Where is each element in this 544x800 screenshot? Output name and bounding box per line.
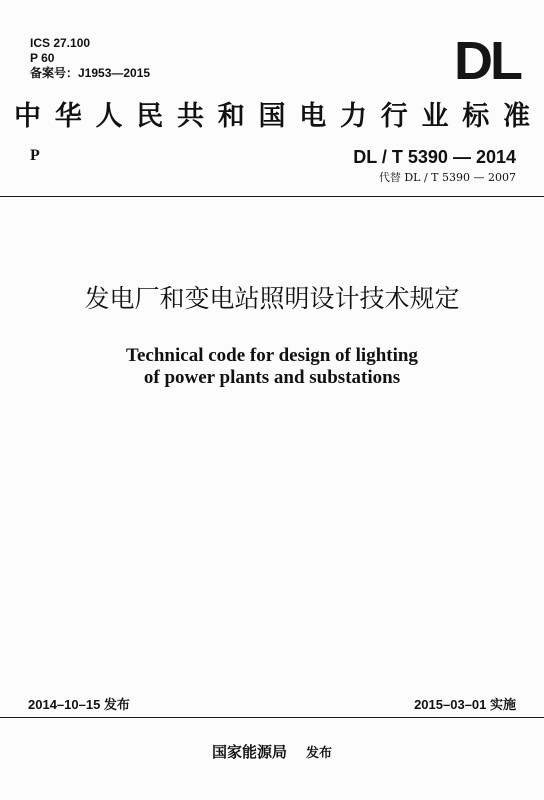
standard-number: DL / T 5390 — 2014	[353, 147, 516, 167]
title-char: 国	[258, 101, 286, 132]
title-char: 和	[217, 101, 245, 132]
title-char: 业	[421, 101, 449, 132]
replaces-standard: 代替 DL / T 5390 — 2007	[378, 171, 516, 184]
effective-date: 2015–03–01 实施	[414, 697, 516, 712]
footer-divider	[0, 717, 544, 718]
category-letter: P	[30, 147, 40, 164]
chinese-title: 发电厂和变电站照明设计技术规定	[84, 284, 460, 313]
title-char: 华	[54, 101, 82, 132]
title-char: 人	[95, 101, 123, 132]
title-char: 标	[462, 101, 490, 132]
header-divider	[0, 196, 544, 197]
english-title-line-1: Technical code for design of lighting	[126, 345, 418, 366]
title-char: 行	[380, 101, 408, 132]
date-row	[28, 697, 516, 713]
english-title-line-2: of power plants and substations	[143, 367, 401, 388]
ics-code: ICS 27.100	[30, 36, 91, 50]
title-char: 电	[299, 101, 327, 132]
english-title	[0, 345, 544, 389]
issuer-line	[0, 744, 544, 762]
issue-date: 2014–10–15 发布	[28, 697, 130, 712]
issuer-name: 国家能源局	[212, 743, 288, 761]
title-char: 准	[503, 101, 530, 132]
title-char: 共	[177, 101, 204, 132]
industry-standard-title	[14, 100, 530, 134]
classification-code: P 60	[30, 51, 55, 65]
title-char: 民	[136, 101, 164, 132]
title-char: 中	[14, 101, 41, 132]
dl-logo: DL	[454, 31, 520, 91]
title-char: 力	[340, 101, 367, 132]
issuer-action: 发布	[305, 746, 332, 761]
record-number: 备案号：J1953—2015	[30, 66, 151, 80]
